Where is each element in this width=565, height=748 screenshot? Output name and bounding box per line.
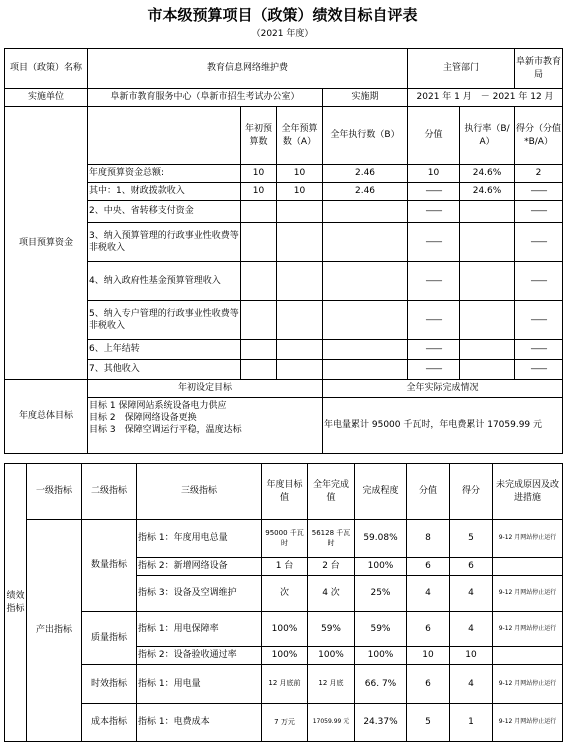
perf-actual: 4 次 xyxy=(308,576,355,612)
funds-cell: 24.6% xyxy=(460,183,515,201)
perf-degree: 25% xyxy=(355,576,407,612)
goals-plan-header: 年初设定目标 xyxy=(88,380,323,398)
funds-cell xyxy=(277,262,323,301)
perf-target: 100% xyxy=(262,612,308,647)
funds-cell xyxy=(460,301,515,340)
funds-cell xyxy=(241,201,277,223)
funds-cell: —— xyxy=(515,301,563,340)
funds-cell xyxy=(241,360,277,380)
perf-reason xyxy=(493,647,563,665)
funds-header: 全年预算数（A） xyxy=(277,107,323,165)
funds-row xyxy=(5,340,563,360)
funds-label: 项目预算资金 xyxy=(5,107,88,380)
funds-row xyxy=(5,223,563,262)
funds-row-name: 4、纳入政府性基金预算管理收入 xyxy=(88,262,241,301)
perf-target: 次 xyxy=(262,576,308,612)
funds-cell: —— xyxy=(408,360,460,380)
goals-actual: 年电量累计 95000 千瓦时，年电费累计 17059.99 元 xyxy=(323,398,563,454)
funds-row-name: 其中：1、财政拨款收入 xyxy=(88,183,241,201)
perf-reason: 9-12 月网站停止运行 xyxy=(493,665,563,704)
perf-reason: 9-12 月网站停止运行 xyxy=(493,520,563,558)
perf-score: 4 xyxy=(450,612,493,647)
funds-row xyxy=(5,183,563,201)
perf-row-name: 指标 3：设备及空调维护 xyxy=(137,576,262,612)
funds-row-name: 年度预算资金总额: xyxy=(88,165,241,183)
perf-row-name: 指标 2：新增网络设备 xyxy=(137,558,262,576)
perf-score-max: 6 xyxy=(407,558,450,576)
funds-row xyxy=(5,201,563,223)
funds-cell xyxy=(277,340,323,360)
perf-score-max: 6 xyxy=(407,612,450,647)
funds-cell xyxy=(277,201,323,223)
funds-cell: —— xyxy=(515,201,563,223)
perf-level1: 产出指标 xyxy=(27,520,82,742)
perf-degree: 100% xyxy=(355,558,407,576)
funds-row xyxy=(5,301,563,340)
perf-score-max: 8 xyxy=(407,520,450,558)
page-subtitle: （2021 年度） xyxy=(251,29,314,39)
funds-cell: —— xyxy=(515,340,563,360)
funds-cell xyxy=(241,340,277,360)
unit-value: 阜新市教育服务中心（阜新市招生考试办公室） xyxy=(88,89,323,107)
perf-actual: 56128 千瓦时 xyxy=(308,520,355,558)
perf-row xyxy=(5,612,563,647)
goal-item: 目标 3 保障空调运行平稳，温度达标 xyxy=(89,425,242,436)
perf-target: 100% xyxy=(262,647,308,665)
perf-row xyxy=(5,665,563,704)
funds-cell xyxy=(460,262,515,301)
funds-cell: —— xyxy=(408,223,460,262)
funds-header: 全年执行数（B） xyxy=(323,107,408,165)
funds-cell: —— xyxy=(515,262,563,301)
perf-score: 6 xyxy=(450,558,493,576)
goals-label: 年度总体目标 xyxy=(5,380,88,454)
performance-table xyxy=(4,463,563,742)
funds-row-name: 3、纳入预算管理的行政事业性收费等非税收入 xyxy=(88,223,241,262)
perf-header: 未完成原因及改进措施 xyxy=(493,464,563,520)
unit-label: 实施单位 xyxy=(5,89,88,107)
funds-row-name: 7、其他收入 xyxy=(88,360,241,380)
funds-cell: 10 xyxy=(277,165,323,183)
perf-target: 7 万元 xyxy=(262,704,308,742)
funds-header: 执行率（B/A） xyxy=(460,107,515,165)
funds-cell: —— xyxy=(408,262,460,301)
perf-score-max: 10 xyxy=(407,647,450,665)
perf-header: 得分 xyxy=(450,464,493,520)
funds-cell: —— xyxy=(515,223,563,262)
funds-header: 年初预算数 xyxy=(241,107,277,165)
perf-score-max: 4 xyxy=(407,576,450,612)
budget-table xyxy=(4,48,563,454)
funds-cell: 10 xyxy=(241,165,277,183)
funds-row xyxy=(5,165,563,183)
perf-target: 95000 千瓦时 xyxy=(262,520,308,558)
perf-header: 二级指标 xyxy=(82,464,137,520)
perf-score-max: 6 xyxy=(407,665,450,704)
funds-cell: —— xyxy=(408,201,460,223)
project-name: 教育信息网络维护费 xyxy=(88,49,408,89)
period-value: 2021 年 1 月 － 2021 年 12 月 xyxy=(408,89,563,107)
funds-cell: 2.46 xyxy=(323,165,408,183)
perf-actual: 100% xyxy=(308,647,355,665)
funds-cell xyxy=(241,301,277,340)
funds-header: 分值 xyxy=(408,107,460,165)
funds-cell xyxy=(241,223,277,262)
goal-item: 目标 2 保障网络设备更换 xyxy=(89,413,197,424)
funds-cell xyxy=(277,301,323,340)
funds-row xyxy=(5,262,563,301)
funds-cell: —— xyxy=(408,183,460,201)
goals-actual-header: 全年实际完成情况 xyxy=(323,380,563,398)
perf-actual: 59% xyxy=(308,612,355,647)
funds-cell xyxy=(323,262,408,301)
perf-reason: 9-12 月网站停止运行 xyxy=(493,576,563,612)
perf-group: 质量指标 xyxy=(82,612,137,665)
goals-targets xyxy=(88,398,323,454)
funds-cell: —— xyxy=(515,183,563,201)
perf-score-max: 5 xyxy=(407,704,450,742)
perf-degree: 24.37% xyxy=(355,704,407,742)
perf-group: 数量指标 xyxy=(82,520,137,612)
funds-cell xyxy=(460,201,515,223)
funds-cell: 2.46 xyxy=(323,183,408,201)
perf-degree: 59.08% xyxy=(355,520,407,558)
funds-cell xyxy=(323,360,408,380)
perf-row xyxy=(5,704,563,742)
funds-row-name: 5、纳入专户管理的行政事业性收费等非税收入 xyxy=(88,301,241,340)
funds-cell xyxy=(323,340,408,360)
funds-cell xyxy=(460,340,515,360)
perf-header: 年度目标值 xyxy=(262,464,308,520)
perf-header: 三级指标 xyxy=(137,464,262,520)
perf-row-name: 指标 2：设备验收通过率 xyxy=(137,647,262,665)
funds-row-name: 6、上年结转 xyxy=(88,340,241,360)
perf-score: 4 xyxy=(450,665,493,704)
perf-row-name: 指标 1：电费成本 xyxy=(137,704,262,742)
funds-cell: 10 xyxy=(277,183,323,201)
perf-degree: 66. 7% xyxy=(355,665,407,704)
perf-row-name: 指标 1：年度用电总量 xyxy=(137,520,262,558)
funds-header: 得分（分值*B/A） xyxy=(515,107,563,165)
page-title: 市本级预算项目（政策）绩效目标自评表 xyxy=(147,6,418,24)
perf-score: 1 xyxy=(450,704,493,742)
funds-cell xyxy=(460,223,515,262)
perf-header: 分值 xyxy=(407,464,450,520)
perf-reason xyxy=(493,558,563,576)
period-label: 实施期 xyxy=(323,89,408,107)
perf-header: 全年完成值 xyxy=(308,464,355,520)
perf-degree: 100% xyxy=(355,647,407,665)
funds-cell xyxy=(323,223,408,262)
funds-cell: —— xyxy=(515,360,563,380)
perf-target: 12 月底前 xyxy=(262,665,308,704)
perf-row-name: 指标 1：用电保障率 xyxy=(137,612,262,647)
funds-cell xyxy=(241,262,277,301)
funds-row-name: 2、中央、省转移支付资金 xyxy=(88,201,241,223)
funds-cell: —— xyxy=(408,340,460,360)
funds-cell xyxy=(323,301,408,340)
perf-header: 完成程度 xyxy=(355,464,407,520)
perf-row xyxy=(5,520,563,558)
funds-cell xyxy=(277,360,323,380)
funds-cell: 2 xyxy=(515,165,563,183)
dept-label: 主管部门 xyxy=(408,49,515,89)
funds-cell xyxy=(277,223,323,262)
project-name-label: 项目（政策）名称 xyxy=(5,49,88,89)
perf-target: 1 台 xyxy=(262,558,308,576)
funds-cell: 10 xyxy=(408,165,460,183)
perf-actual: 12 月底 xyxy=(308,665,355,704)
goal-item: 目标 1 保障网站系统设备电力供应 xyxy=(89,401,227,411)
perf-group: 时效指标 xyxy=(82,665,137,704)
perf-side-label: 绩效指标 xyxy=(5,464,27,742)
perf-reason: 9-12 月网站停止运行 xyxy=(493,612,563,647)
perf-actual: 2 台 xyxy=(308,558,355,576)
perf-group: 成本指标 xyxy=(82,704,137,742)
funds-row xyxy=(5,360,563,380)
perf-row-name: 指标 1：用电量 xyxy=(137,665,262,704)
perf-reason: 9-12 月网站停止运行 xyxy=(493,704,563,742)
funds-cell: 24.6% xyxy=(460,165,515,183)
perf-actual: 17059.99 元 xyxy=(308,704,355,742)
funds-cell xyxy=(460,360,515,380)
perf-score: 4 xyxy=(450,576,493,612)
perf-score: 10 xyxy=(450,647,493,665)
dept-value: 阜新市教育局 xyxy=(515,49,563,89)
perf-score: 5 xyxy=(450,520,493,558)
funds-cell xyxy=(323,201,408,223)
funds-cell: 10 xyxy=(241,183,277,201)
perf-header: 一级指标 xyxy=(27,464,82,520)
perf-degree: 59% xyxy=(355,612,407,647)
funds-cell: —— xyxy=(408,301,460,340)
